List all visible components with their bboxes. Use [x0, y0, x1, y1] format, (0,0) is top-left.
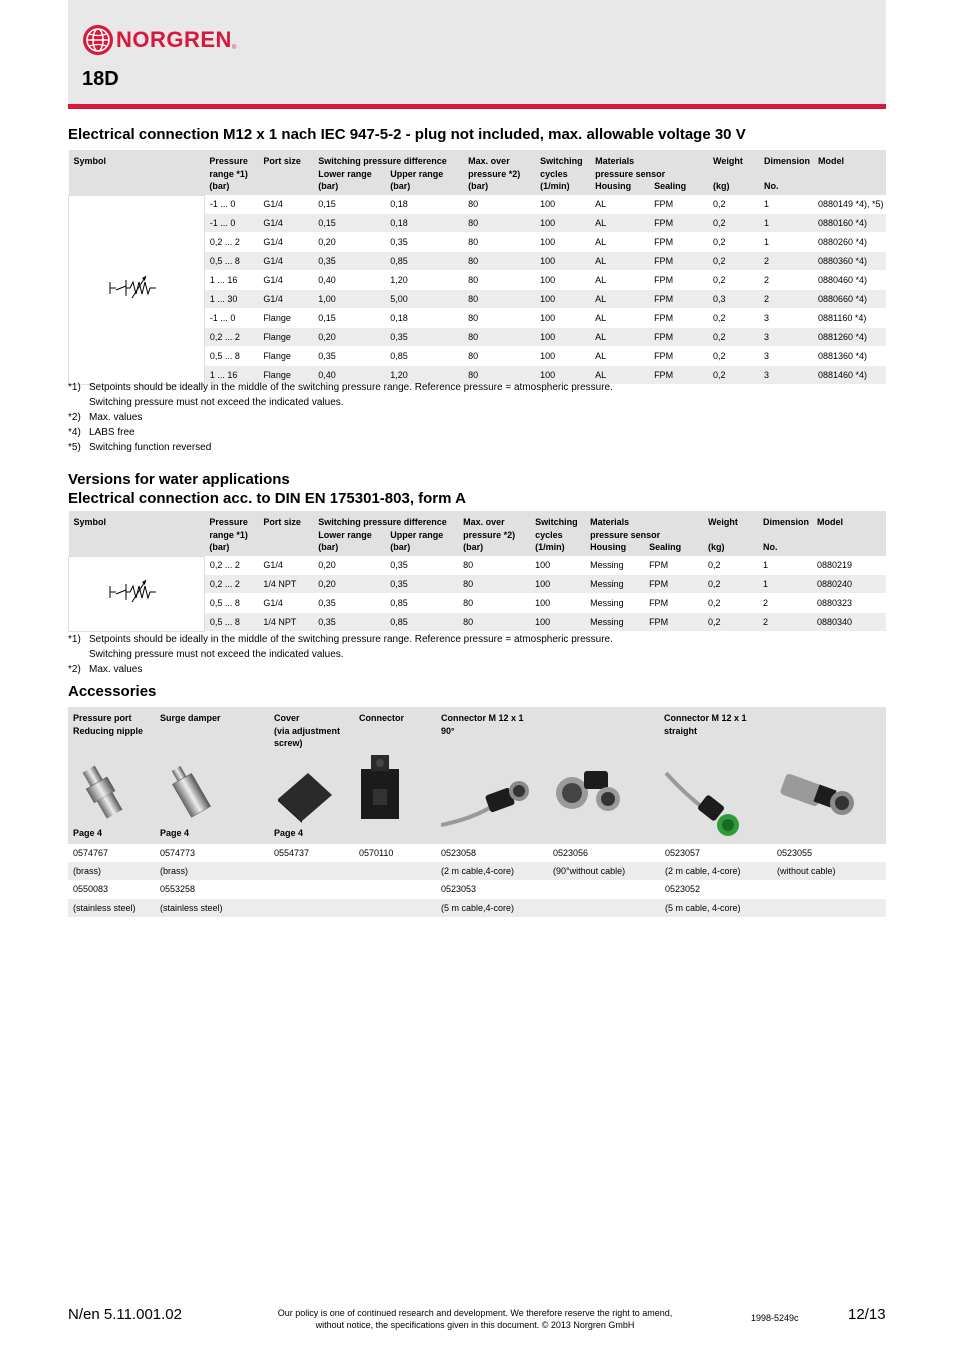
norgren-logo [82, 24, 236, 56]
accessories-table [68, 844, 886, 917]
table-cell: 0,20 [313, 575, 385, 594]
table-cell: 0,40 [313, 366, 385, 385]
table-cell: 100 [530, 594, 585, 613]
table-cell: 80 [463, 271, 535, 290]
table-cell: AL [590, 366, 649, 385]
table-cell: Messing [585, 556, 644, 575]
table-cell: 0,5 ... 8 [204, 347, 258, 366]
table-cell: 0880149 *4), *5) [813, 195, 886, 214]
table-cell: 0,2 [703, 613, 758, 632]
table-cell: 3 [759, 347, 813, 366]
footnote: Switching pressure must not exceed the indicated values. [89, 649, 344, 660]
table-cell: 0,2 [703, 575, 758, 594]
col-max-over-pressure: Max. over pressure *2) (bar) [468, 156, 521, 191]
table-cell: 0,2 ... 2 [204, 328, 258, 347]
accessory-cell: 0523058 [441, 848, 477, 859]
table-cell: 100 [535, 214, 590, 233]
table-cell: -1 ... 0 [204, 309, 258, 328]
label-pressure-port: Pressure port Reducing nipple [73, 713, 144, 736]
surge-damper-image [160, 763, 218, 819]
table-cell: 80 [463, 195, 535, 214]
table-cell: 0,20 [313, 556, 385, 575]
table-cell: 0,5 ... 8 [204, 613, 258, 632]
table-cell: 100 [535, 290, 590, 309]
accessory-cell: 0523057 [665, 848, 701, 859]
table-cell: FPM [649, 309, 708, 328]
cover-image [274, 767, 334, 823]
accessories-title: Accessories [68, 683, 157, 700]
col-symbol: Symbol [73, 517, 107, 527]
col-model: Model [817, 156, 844, 166]
table-cell: Flange [258, 328, 313, 347]
table-cell: 1 ... 30 [204, 290, 258, 309]
section2-title-2: Electrical connection acc. to DIN EN 175301-803, form A [68, 490, 466, 507]
table-cell: 0,2 [708, 271, 759, 290]
table-cell: 3 [759, 309, 813, 328]
table-cell: 0880360 *4) [813, 252, 886, 271]
connector-m12-straight-no-cable-image [776, 765, 860, 819]
table-cell: 80 [458, 594, 530, 613]
table-cell: 0,18 [385, 309, 463, 328]
accessories-image-panel [68, 707, 886, 844]
table-cell: 0,2 [708, 366, 759, 385]
page-header [68, 0, 886, 109]
table-cell: 100 [535, 252, 590, 271]
table-cell: AL [590, 309, 649, 328]
table-cell: 0,18 [385, 214, 463, 233]
page-number: 12/13 [848, 1306, 886, 1323]
table-cell: 100 [535, 195, 590, 214]
table-cell: 1,20 [385, 271, 463, 290]
symbol-cell [69, 195, 205, 385]
table-cell: 0880340 [812, 613, 886, 632]
connector-m12-90-no-cable-image [550, 763, 624, 819]
col-port-size: Port size [263, 517, 301, 527]
footnote: *2) Max. values [68, 664, 143, 675]
table-cell: 0880660 *4) [813, 290, 886, 309]
label-cover: Cover (via adjustment screw) [274, 713, 341, 748]
table-cell: Messing [585, 575, 644, 594]
reducing-nipple-image [73, 763, 133, 821]
table-cell: 0,2 [708, 214, 759, 233]
table-cell: 80 [458, 575, 530, 594]
page-ref-damper: Page 4 [160, 828, 190, 838]
accessory-cell [548, 880, 660, 898]
table-cell: Flange [258, 347, 313, 366]
table-cell: AL [590, 195, 649, 214]
label-connector-m12-straight: Connector M 12 x 1 straight [664, 713, 747, 736]
col-port-size: Port size [263, 156, 301, 166]
table-cell: 0,2 [708, 195, 759, 214]
table-cell: 100 [530, 613, 585, 632]
section1-footnotes [68, 380, 613, 455]
table-cell: AL [590, 271, 649, 290]
document-number: N/en 5.11.001.02 [68, 1306, 182, 1323]
table-cell: G1/4 [258, 252, 313, 271]
table-cell: G1/4 [258, 195, 313, 214]
accessory-cell: 0570110 [359, 848, 394, 859]
table-cell: 80 [458, 613, 530, 632]
page-ref-port: Page 4 [73, 828, 103, 838]
table-cell: FPM [644, 556, 703, 575]
accessory-cell: (90°without cable) [548, 862, 660, 880]
accessory-cell [772, 899, 886, 917]
page-ref-cover: Page 4 [274, 828, 304, 838]
symbol-cell [69, 556, 205, 632]
table-cell: 0,2 ... 2 [204, 233, 258, 252]
table-cell: 0880240 [812, 575, 886, 594]
accessory-cell: 0550083 [73, 884, 109, 895]
accessory-cell: (stainless steel) [155, 899, 269, 917]
table-cell: 100 [535, 366, 590, 385]
table-cell: 0,35 [385, 328, 463, 347]
table-cell: 100 [530, 575, 585, 594]
col-materials: Materials pressure sensor Housing Sealing [595, 156, 687, 191]
table-cell: 0880260 *4) [813, 233, 886, 252]
table-cell: 0,2 [708, 252, 759, 271]
accessory-cell: 0523056 [553, 848, 589, 859]
table-cell: FPM [649, 252, 708, 271]
table-cell: FPM [649, 347, 708, 366]
accessory-cell: (5 m cable, 4-core) [660, 899, 772, 917]
section2-title-1: Versions for water applications [68, 471, 290, 488]
table-cell: 0,35 [385, 575, 458, 594]
table-cell: 2 [758, 594, 812, 613]
table-cell: G1/4 [258, 233, 313, 252]
spec-table-m12 [68, 150, 886, 385]
table-cell: 0880160 *4) [813, 214, 886, 233]
accessory-cell: (without cable) [772, 862, 886, 880]
accessory-cell: 0574767 [73, 848, 109, 859]
table-cell: 100 [535, 271, 590, 290]
table-cell: AL [590, 214, 649, 233]
label-connector: Connector [359, 713, 404, 723]
table-cell: 0,5 ... 8 [204, 594, 258, 613]
table-cell: 100 [535, 233, 590, 252]
table-cell: 1 [758, 556, 812, 575]
table-cell: 1/4 NPT [258, 575, 313, 594]
table-cell: 0,2 [703, 594, 758, 613]
table-cell: 0,15 [313, 309, 385, 328]
footnote: Switching pressure must not exceed the indicated values. [89, 397, 344, 408]
table-cell: 2 [759, 271, 813, 290]
registered-mark: ® [231, 45, 237, 51]
table-cell: Flange [258, 366, 313, 385]
table-cell: 0,35 [385, 556, 458, 575]
table-cell: 1,20 [385, 366, 463, 385]
accessory-cell: 0523055 [777, 848, 813, 859]
table-cell: 1/4 NPT [258, 613, 313, 632]
table-cell: FPM [649, 214, 708, 233]
table-cell: 5,00 [385, 290, 463, 309]
table-cell: 100 [535, 309, 590, 328]
table-cell: 100 [530, 556, 585, 575]
accessory-cell [354, 899, 436, 917]
table-cell: FPM [649, 195, 708, 214]
table-cell: 0,85 [385, 252, 463, 271]
brand-name: NORGREN [116, 27, 232, 52]
table-cell: 0,20 [313, 328, 385, 347]
accessory-row [68, 844, 886, 862]
table-cell: 0,2 ... 2 [204, 556, 258, 575]
accessory-row [68, 880, 886, 898]
table-cell: -1 ... 0 [204, 195, 258, 214]
table-cell: 2 [759, 252, 813, 271]
table-cell: 0880460 *4) [813, 271, 886, 290]
table-cell: 3 [759, 328, 813, 347]
accessory-cell: (5 m cable,4-core) [436, 899, 548, 917]
table-cell: 80 [463, 290, 535, 309]
table-cell: 0,15 [313, 214, 385, 233]
table-cell: 0881360 *4) [813, 347, 886, 366]
table-cell: 100 [535, 347, 590, 366]
footnote: *1) Setpoints should be ideally in the middle of the switching pressure range. Reference pressure = atmospheric pressure. [68, 634, 613, 645]
table-cell: 0880219 [812, 556, 886, 575]
table-cell: FPM [649, 366, 708, 385]
table-cell: FPM [649, 328, 708, 347]
table-cell: 1 [759, 214, 813, 233]
footnote: *1) Setpoints should be ideally in the middle of the switching pressure range. Reference pressure = atmospheric pressure. [68, 382, 613, 393]
table-cell: 1,00 [313, 290, 385, 309]
table-cell: AL [590, 290, 649, 309]
accessory-cell: 0553258 [160, 884, 196, 895]
table-cell: G1/4 [258, 214, 313, 233]
table-row [69, 556, 887, 575]
col-weight: Weight (kg) [708, 517, 738, 552]
table-cell: 0,35 [313, 347, 385, 366]
accessory-cell [772, 880, 886, 898]
footnote: *5) Switching function reversed [68, 442, 212, 453]
col-dimension: Dimension No. [762, 517, 809, 552]
table-cell: 1 ... 16 [204, 271, 258, 290]
label-connector-m12-90: Connector M 12 x 1 90° [441, 713, 524, 736]
table-cell: Messing [585, 613, 644, 632]
table-cell: 0,18 [385, 195, 463, 214]
accessory-cell: (stainless steel) [68, 899, 155, 917]
col-switching-diff: Switching pressure difference Lower range (bar) Upper range (bar) [318, 156, 447, 191]
table-cell: -1 ... 0 [204, 214, 258, 233]
pressure-switch-symbol-icon [108, 272, 164, 302]
col-pressure-range: Pressure range *1) (bar) [209, 517, 248, 552]
table-cell: G1/4 [258, 594, 313, 613]
accessory-cell: 0523053 [441, 884, 477, 895]
table-cell: 80 [463, 328, 535, 347]
table-cell: 80 [463, 309, 535, 328]
table-cell: AL [590, 252, 649, 271]
accessory-cell [354, 862, 436, 880]
section1-title: Electrical connection M12 x 1 nach IEC 947-5-2 - plug not included, max. allowable voltage 30 V [68, 126, 746, 143]
table-cell: 0,2 [708, 309, 759, 328]
accessory-cell: 0574773 [160, 848, 196, 859]
connector-m12-straight-cable-image [664, 757, 754, 839]
table-cell: 0,85 [385, 613, 458, 632]
table-cell: FPM [649, 233, 708, 252]
accessory-cell [269, 899, 354, 917]
spec-table-water [68, 511, 886, 632]
connector-image [359, 755, 401, 821]
table-cell: 0,35 [313, 252, 385, 271]
policy-statement: Our policy is one of continued research and development. We therefore reserve the right to amend, without notice, the specifications given in this document. © 2013 Norgren GmbH [277, 1308, 673, 1330]
table-cell: 0,35 [313, 594, 385, 613]
accessory-cell: (2 m cable,4-core) [436, 862, 548, 880]
col-switching-cycles: Switching cycles (1/min) [540, 156, 583, 191]
col-dimension: Dimension No. [764, 156, 811, 191]
table-cell: 0,2 [708, 347, 759, 366]
table-cell: FPM [644, 575, 703, 594]
accessory-cell [269, 862, 354, 880]
accessory-cell [354, 880, 436, 898]
table-cell: Messing [585, 594, 644, 613]
table-cell: 1 [759, 233, 813, 252]
accessory-cell: (2 m cable, 4-core) [660, 862, 772, 880]
table-cell: 2 [759, 290, 813, 309]
table-cell: 0,2 ... 2 [204, 575, 258, 594]
norgren-globe-icon [82, 24, 114, 56]
table-row [69, 195, 887, 214]
table-cell: 0,40 [313, 271, 385, 290]
table-cell: 0,2 [708, 328, 759, 347]
table-cell: FPM [644, 594, 703, 613]
table-cell: AL [590, 233, 649, 252]
accessory-row [68, 862, 886, 880]
accessory-cell: 0523052 [665, 884, 701, 895]
table-cell: 100 [535, 328, 590, 347]
table-cell: 80 [463, 347, 535, 366]
connector-m12-90-cable-image [441, 769, 541, 831]
table-cell: 1 [758, 575, 812, 594]
table-cell: 80 [463, 233, 535, 252]
table-cell: G1/4 [258, 271, 313, 290]
footnote: *4) LABS free [68, 427, 135, 438]
table-cell: AL [590, 328, 649, 347]
col-weight: Weight (kg) [713, 156, 743, 191]
col-max-over-pressure: Max. over pressure *2) (bar) [463, 517, 516, 552]
table-cell: 0,2 [703, 556, 758, 575]
table-cell: AL [590, 347, 649, 366]
table-cell: FPM [649, 271, 708, 290]
table-cell: 0,85 [385, 594, 458, 613]
col-materials: Materials pressure sensor Housing Sealing [590, 517, 682, 552]
label-surge-damper: Surge damper [160, 713, 221, 723]
accessory-cell: (brass) [68, 862, 155, 880]
table-cell: 1 [759, 195, 813, 214]
table-cell: 0,5 ... 8 [204, 252, 258, 271]
col-model: Model [816, 517, 843, 527]
table-cell: G1/4 [258, 290, 313, 309]
col-switching-diff: Switching pressure difference Lower range (bar) Upper range (bar) [318, 517, 447, 552]
table-cell: 0,15 [313, 195, 385, 214]
col-pressure-range: Pressure range *1) (bar) [209, 156, 248, 191]
table-cell: 0880323 [812, 594, 886, 613]
page-id: 18D [82, 68, 119, 90]
table-cell: 0,20 [313, 233, 385, 252]
table-cell: 0,85 [385, 347, 463, 366]
table-cell: 0,35 [385, 233, 463, 252]
table-cell: 0,2 [708, 233, 759, 252]
table-cell: 0881160 *4) [813, 309, 886, 328]
table-cell: FPM [649, 290, 708, 309]
table-cell: 1 ... 16 [204, 366, 258, 385]
table-cell: 80 [463, 366, 535, 385]
table-cell: 3 [759, 366, 813, 385]
accessory-cell [269, 880, 354, 898]
footnote: *2) Max. values [68, 412, 143, 423]
accessory-row [68, 899, 886, 917]
table-cell: 0,3 [708, 290, 759, 309]
table-cell: G1/4 [258, 556, 313, 575]
accessory-cell [548, 899, 660, 917]
table-cell: FPM [644, 613, 703, 632]
table-cell: Flange [258, 309, 313, 328]
doc-code: 1998-5249c [751, 1313, 799, 1323]
table-cell: 0,35 [313, 613, 385, 632]
section2-footnotes [68, 632, 613, 677]
table-cell: 0881460 *4) [813, 366, 886, 385]
table-cell: 80 [463, 252, 535, 271]
accessory-cell: 0554737 [274, 848, 310, 859]
col-switching-cycles: Switching cycles (1/min) [535, 517, 578, 552]
table-cell: 0881260 *4) [813, 328, 886, 347]
col-symbol: Symbol [73, 156, 107, 166]
accessory-cell: (brass) [155, 862, 269, 880]
table-cell: 80 [463, 214, 535, 233]
table-cell: 80 [458, 556, 530, 575]
table-cell: 2 [758, 613, 812, 632]
pressure-switch-symbol-icon [108, 576, 164, 606]
